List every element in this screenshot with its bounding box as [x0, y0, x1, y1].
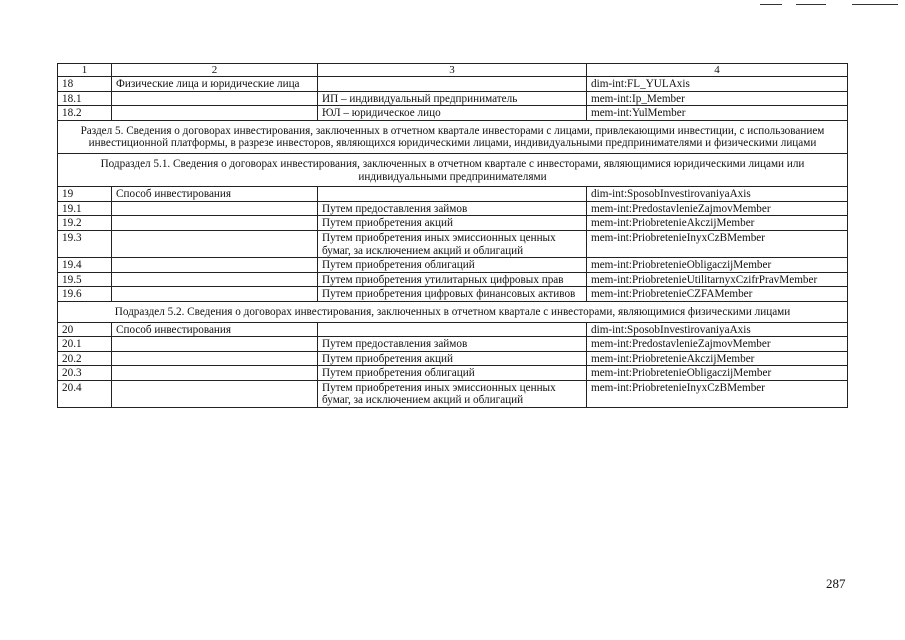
table-row — [58, 287, 848, 302]
row-number: 19.4 — [58, 258, 112, 273]
row-number: 20.4 — [58, 380, 112, 407]
row-member-name: Путем приобретения акций — [318, 351, 587, 366]
table-row — [58, 258, 848, 273]
row-label: Способ инвестирования — [112, 322, 318, 337]
section-row — [58, 120, 848, 153]
row-label — [112, 258, 318, 273]
row-label — [112, 230, 318, 257]
row-label — [112, 287, 318, 302]
row-member-name: ИП – индивидуальный предприниматель — [318, 91, 587, 106]
row-code: dim-int:SposobInvestirovaniyaAxis — [587, 187, 848, 202]
subsection-5-1-title: Подраздел 5.1. Сведения о договорах инвестирования, заключенных в отчетном квартале с инвесторами, являющимися юридическими лицами или индивидуальными предпринимателями — [58, 153, 848, 186]
document-table — [57, 63, 848, 408]
row-member-name: Путем предоставления займов — [318, 337, 587, 352]
row-label — [112, 337, 318, 352]
column-header: 2 — [112, 64, 318, 77]
scan-marks — [760, 4, 900, 10]
subsection-5-2-title: Подраздел 5.2. Сведения о договорах инвестирования, заключенных в отчетном квартале с инвесторами, являющимися физическими лицами — [58, 301, 848, 322]
row-label — [112, 366, 318, 381]
row-label — [112, 91, 318, 106]
table-row — [58, 187, 848, 202]
row-member-name: Путем приобретения иных эмиссионных ценных бумаг, за исключением акций и облигаций — [318, 380, 587, 407]
row-code: mem-int:PredostavlenieZajmovMember — [587, 337, 848, 352]
row-code: mem-int:PredostavlenieZajmovMember — [587, 201, 848, 216]
row-code: mem-int:PriobretenieAkczijMember — [587, 351, 848, 366]
row-number: 20.2 — [58, 351, 112, 366]
column-header: 3 — [318, 64, 587, 77]
row-number: 19.6 — [58, 287, 112, 302]
row-number: 19.5 — [58, 272, 112, 287]
table-row — [58, 216, 848, 231]
row-number: 18.1 — [58, 91, 112, 106]
table-row — [58, 201, 848, 216]
table-row — [58, 322, 848, 337]
table-row — [58, 77, 848, 92]
row-label — [112, 216, 318, 231]
row-code: mem-int:PriobretenieCZFAMember — [587, 287, 848, 302]
row-member-name: Путем приобретения цифровых финансовых активов — [318, 287, 587, 302]
row-code: mem-int:PriobretenieInyxCzBMember — [587, 230, 848, 257]
row-number: 19.1 — [58, 201, 112, 216]
section-row — [58, 301, 848, 322]
row-label — [112, 380, 318, 407]
row-member-name — [318, 187, 587, 202]
row-code: mem-int:Ip_Member — [587, 91, 848, 106]
row-number: 19 — [58, 187, 112, 202]
row-member-name: Путем приобретения иных эмиссионных ценных бумаг, за исключением акций и облигаций — [318, 230, 587, 257]
row-number: 20.1 — [58, 337, 112, 352]
row-member-name: Путем приобретения утилитарных цифровых прав — [318, 272, 587, 287]
row-number: 18.2 — [58, 106, 112, 121]
row-number: 19.3 — [58, 230, 112, 257]
row-label: Физические лица и юридические лица — [112, 77, 318, 92]
row-code: dim-int:SposobInvestirovaniyaAxis — [587, 322, 848, 337]
row-label: Способ инвестирования — [112, 187, 318, 202]
table-row — [58, 337, 848, 352]
table-row — [58, 91, 848, 106]
row-number: 20 — [58, 322, 112, 337]
table-row — [58, 230, 848, 257]
table-row — [58, 351, 848, 366]
table-row — [58, 272, 848, 287]
table-row — [58, 366, 848, 381]
row-member-name: Путем приобретения акций — [318, 216, 587, 231]
page-number: 287 — [826, 576, 846, 591]
row-label — [112, 201, 318, 216]
row-member-name — [318, 77, 587, 92]
row-code: mem-int:PriobretenieInyxCzBMember — [587, 380, 848, 407]
row-code: mem-int:PriobretenieUtilitarnyxCzifrPravMember — [587, 272, 848, 287]
table-row — [58, 106, 848, 121]
row-label — [112, 106, 318, 121]
column-header: 4 — [587, 64, 848, 77]
row-member-name: Путем приобретения облигаций — [318, 258, 587, 273]
row-code: mem-int:PriobretenieObligaczijMember — [587, 258, 848, 273]
row-number: 18 — [58, 77, 112, 92]
row-member-name: ЮЛ – юридическое лицо — [318, 106, 587, 121]
row-number: 19.2 — [58, 216, 112, 231]
section-row — [58, 153, 848, 186]
column-header: 1 — [58, 64, 112, 77]
row-label — [112, 351, 318, 366]
header-row — [58, 64, 848, 77]
row-code: mem-int:PriobretenieAkczijMember — [587, 216, 848, 231]
row-code: dim-int:FL_YULAxis — [587, 77, 848, 92]
row-code: mem-int:PriobretenieObligaczijMember — [587, 366, 848, 381]
row-code: mem-int:YulMember — [587, 106, 848, 121]
section-5-title: Раздел 5. Сведения о договорах инвестирования, заключенных в отчетном квартале инвесторами с лицами, привлекающими инвестиции, с использованием инвестиционной платформы, в разрезе инвесторов, являющихся юридическими лицами, индивидуальными предпринимателями и физическими лицами — [58, 120, 848, 153]
row-member-name: Путем приобретения облигаций — [318, 366, 587, 381]
row-number: 20.3 — [58, 366, 112, 381]
row-member-name — [318, 322, 587, 337]
row-member-name: Путем предоставления займов — [318, 201, 587, 216]
row-label — [112, 272, 318, 287]
table-row — [58, 380, 848, 407]
